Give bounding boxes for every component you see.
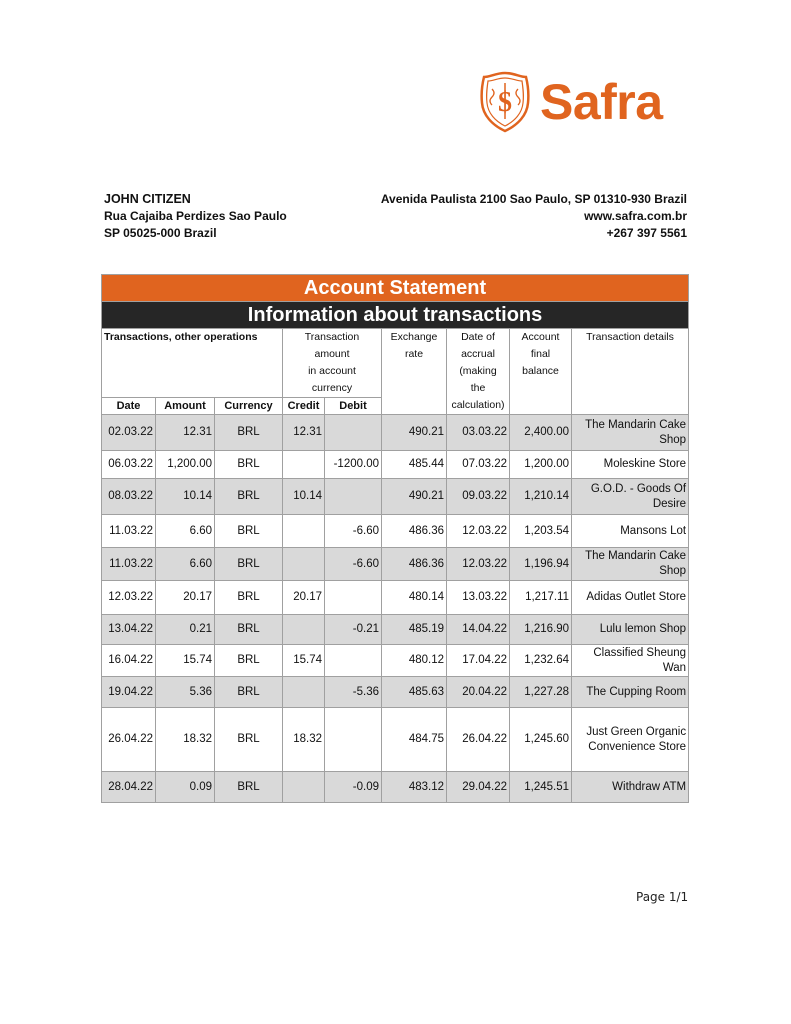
row-credit: 18.32	[283, 708, 325, 772]
customer-address-line1: Rua Cajaiba Perdizes Sao Paulo	[104, 209, 287, 223]
row-details: Adidas Outlet Store	[572, 581, 689, 615]
transactions-table	[101, 274, 689, 803]
row-balance: 1,196.94	[510, 548, 572, 581]
row-debit: -5.36	[325, 677, 382, 708]
row-credit	[283, 548, 325, 581]
row-details: G.O.D. - Goods Of Desire	[572, 479, 689, 515]
row-balance: 1,210.14	[510, 479, 572, 515]
safra-emblem-icon	[478, 71, 532, 133]
header-text: accrual	[461, 348, 495, 360]
row-debit	[325, 581, 382, 615]
row-currency: BRL	[215, 479, 283, 515]
row-exchange-rate: 485.44	[382, 451, 447, 479]
row-currency: BRL	[215, 772, 283, 803]
row-accrual-date: 07.03.22	[447, 451, 510, 479]
row-currency: BRL	[215, 548, 283, 581]
header-text: amount	[314, 348, 350, 360]
row-date: 06.03.22	[102, 451, 156, 479]
customer-name: JOHN CITIZEN	[104, 192, 191, 206]
table-row	[102, 479, 689, 515]
group-header-row	[102, 329, 689, 398]
row-balance: 1,203.54	[510, 515, 572, 548]
row-exchange-rate: 490.21	[382, 479, 447, 515]
row-accrual-date: 12.03.22	[447, 515, 510, 548]
row-details: The Mandarin Cake Shop	[572, 548, 689, 581]
row-date: 26.04.22	[102, 708, 156, 772]
header-text: final	[530, 348, 551, 360]
row-debit: -0.09	[325, 772, 382, 803]
row-debit	[325, 479, 382, 515]
row-amount: 5.36	[156, 677, 215, 708]
row-amount: 18.32	[156, 708, 215, 772]
row-currency: BRL	[215, 451, 283, 479]
row-exchange-rate: 485.63	[382, 677, 447, 708]
header-account-final-balance	[510, 329, 572, 415]
statement-title: Account Statement	[102, 275, 689, 302]
statement-subtitle-row	[102, 302, 689, 329]
header-transaction-details: Transaction details	[572, 329, 689, 415]
row-details: The Mandarin Cake Shop	[572, 415, 689, 451]
row-balance: 1,245.60	[510, 708, 572, 772]
statement-subtitle: Information about transactions	[102, 302, 689, 329]
column-credit: Credit	[283, 398, 325, 415]
header-transaction-amount	[283, 329, 382, 398]
row-date: 19.04.22	[102, 677, 156, 708]
row-amount: 6.60	[156, 515, 215, 548]
column-date: Date	[102, 398, 156, 415]
row-credit: 12.31	[283, 415, 325, 451]
row-accrual-date: 14.04.22	[447, 615, 510, 645]
row-accrual-date: 17.04.22	[447, 645, 510, 677]
row-currency: BRL	[215, 581, 283, 615]
row-exchange-rate: 490.21	[382, 415, 447, 451]
row-amount: 15.74	[156, 645, 215, 677]
row-exchange-rate: 486.36	[382, 548, 447, 581]
brand-name: Safra	[540, 74, 663, 130]
row-debit	[325, 708, 382, 772]
row-balance: 1,227.28	[510, 677, 572, 708]
table-row	[102, 548, 689, 581]
row-amount: 0.09	[156, 772, 215, 803]
row-balance: 1,232.64	[510, 645, 572, 677]
row-currency: BRL	[215, 515, 283, 548]
statement-title-row	[102, 275, 689, 302]
row-date: 08.03.22	[102, 479, 156, 515]
row-balance: 2,400.00	[510, 415, 572, 451]
header-text: Exchange	[390, 331, 438, 343]
row-exchange-rate: 480.14	[382, 581, 447, 615]
table-row	[102, 415, 689, 451]
table-row	[102, 677, 689, 708]
row-exchange-rate: 485.19	[382, 615, 447, 645]
row-credit: 20.17	[283, 581, 325, 615]
row-currency: BRL	[215, 645, 283, 677]
row-exchange-rate: 480.12	[382, 645, 447, 677]
row-credit	[283, 772, 325, 803]
column-currency: Currency	[215, 398, 283, 415]
row-balance: 1,216.90	[510, 615, 572, 645]
customer-address-line2: SP 05025-000 Brazil	[104, 226, 217, 240]
header-text: Account	[521, 331, 560, 343]
table-row	[102, 451, 689, 479]
row-credit: 10.14	[283, 479, 325, 515]
row-accrual-date: 12.03.22	[447, 548, 510, 581]
row-debit: -1200.00	[325, 451, 382, 479]
row-debit	[325, 645, 382, 677]
row-credit: 15.74	[283, 645, 325, 677]
header-text: currency	[311, 382, 353, 394]
row-credit	[283, 515, 325, 548]
row-debit: -6.60	[325, 515, 382, 548]
header-text: balance	[522, 365, 559, 377]
row-date: 28.04.22	[102, 772, 156, 803]
header-text: calculation)	[451, 399, 505, 411]
row-date: 11.03.22	[102, 515, 156, 548]
customer-block	[104, 191, 287, 242]
safra-logo	[478, 70, 688, 134]
row-credit	[283, 615, 325, 645]
row-date: 12.03.22	[102, 581, 156, 615]
row-details: Moleskine Store	[572, 451, 689, 479]
row-date: 02.03.22	[102, 415, 156, 451]
row-details: Withdraw ATM	[572, 772, 689, 803]
table-row	[102, 615, 689, 645]
row-amount: 20.17	[156, 581, 215, 615]
column-amount: Amount	[156, 398, 215, 415]
header-transactions-other-operations: Transactions, other operations	[102, 329, 283, 398]
row-amount: 10.14	[156, 479, 215, 515]
row-details: Just Green Organic Convenience Store	[572, 708, 689, 772]
header-text: in account	[308, 365, 356, 377]
row-currency: BRL	[215, 615, 283, 645]
header-text: (making	[459, 365, 497, 377]
row-debit: -6.60	[325, 548, 382, 581]
header-date-of-accrual	[447, 329, 510, 415]
bank-address: Avenida Paulista 2100 Sao Paulo, SP 01310-930 Brazil	[380, 192, 687, 206]
bank-phone: +267 397 5561	[606, 226, 687, 240]
row-currency: BRL	[215, 677, 283, 708]
header-exchange-rate	[382, 329, 447, 415]
row-exchange-rate: 486.36	[382, 515, 447, 548]
row-date: 16.04.22	[102, 645, 156, 677]
header-text: Transaction	[304, 331, 360, 343]
row-amount: 1,200.00	[156, 451, 215, 479]
row-date: 13.04.22	[102, 615, 156, 645]
row-currency: BRL	[215, 708, 283, 772]
table-row	[102, 772, 689, 803]
row-amount: 12.31	[156, 415, 215, 451]
column-debit: Debit	[325, 398, 382, 415]
header-text: rate	[404, 348, 424, 360]
row-exchange-rate: 483.12	[382, 772, 447, 803]
row-details: Classified Sheung Wan	[572, 645, 689, 677]
row-details: Lulu lemon Shop	[572, 615, 689, 645]
row-accrual-date: 09.03.22	[447, 479, 510, 515]
row-credit	[283, 677, 325, 708]
row-accrual-date: 03.03.22	[447, 415, 510, 451]
table-row	[102, 708, 689, 772]
row-accrual-date: 26.04.22	[447, 708, 510, 772]
row-credit	[283, 451, 325, 479]
page-number: Page 1/1	[636, 890, 689, 904]
row-amount: 6.60	[156, 548, 215, 581]
row-details: The Cupping Room	[572, 677, 689, 708]
row-accrual-date: 13.03.22	[447, 581, 510, 615]
row-amount: 0.21	[156, 615, 215, 645]
table-row	[102, 515, 689, 548]
row-balance: 1,200.00	[510, 451, 572, 479]
row-debit	[325, 415, 382, 451]
table-row	[102, 581, 689, 615]
row-debit: -0.21	[325, 615, 382, 645]
header-text: the	[470, 382, 486, 394]
row-balance: 1,217.11	[510, 581, 572, 615]
row-accrual-date: 29.04.22	[447, 772, 510, 803]
row-balance: 1,245.51	[510, 772, 572, 803]
row-exchange-rate: 484.75	[382, 708, 447, 772]
svg-text:$: $	[498, 87, 512, 118]
bank-block	[381, 191, 687, 242]
row-details: Mansons Lot	[572, 515, 689, 548]
header-text: Date of	[461, 331, 495, 343]
row-accrual-date: 20.04.22	[447, 677, 510, 708]
row-currency: BRL	[215, 415, 283, 451]
bank-website[interactable]: www.safra.com.br	[584, 209, 687, 223]
row-date: 11.03.22	[102, 548, 156, 581]
table-row	[102, 645, 689, 677]
